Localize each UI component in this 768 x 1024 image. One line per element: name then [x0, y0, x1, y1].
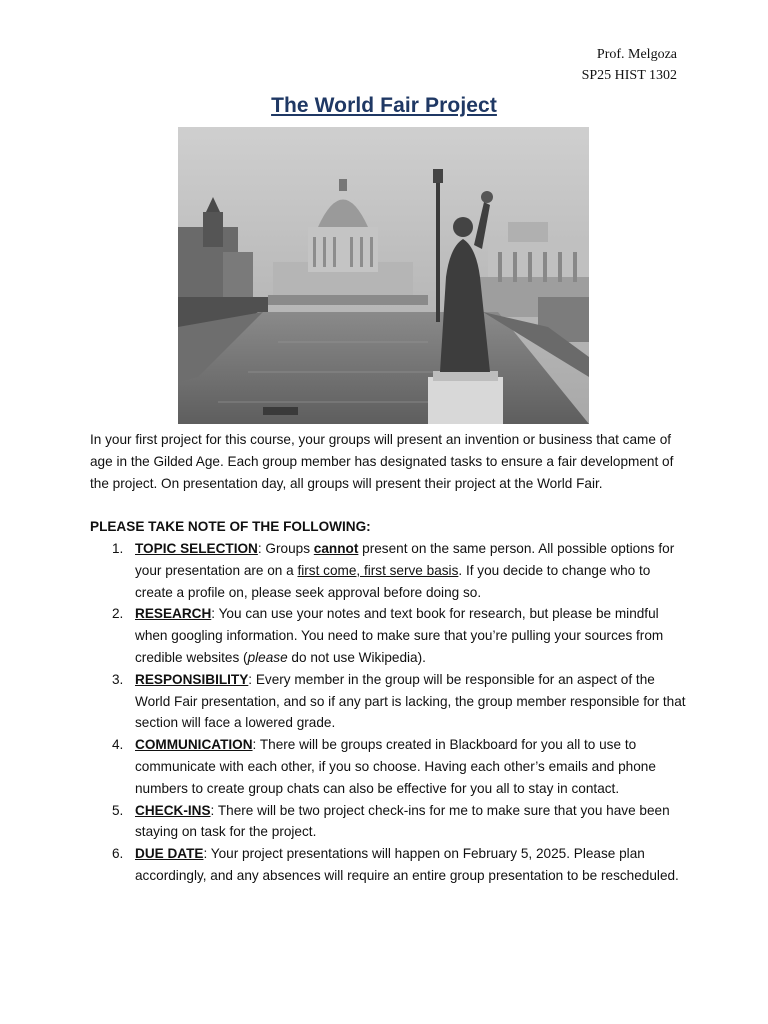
list-item-due-date: [90, 843, 690, 887]
term-check-ins: CHECK-INS: [135, 802, 211, 818]
item-text: : There will be groups created in Blackboard for you all to use to communicate with each other, if you so choose. Having each other’s emails and phone numbers to create group chats can also be effective for you all to stay in contact.: [135, 737, 656, 796]
list-number: 5.: [112, 802, 124, 818]
term-due-date: DUE DATE: [135, 846, 204, 862]
emphasis-cannot: cannot: [313, 541, 359, 556]
term-topic-selection: TOPIC SELECTION: [135, 541, 258, 556]
item-text: . If you decide to change who to create a profile on, please seek approval before doing so.: [135, 562, 651, 600]
intro-paragraph: In your first project for this course, your groups will present an invention or business that came of age in the Gilded Age. Each group member has designated tasks to ensure a fair development of the project. On presentation day, all groups will present their project at the World Fair.: [90, 432, 674, 491]
emphasis-first-come: first come, first serve basis: [297, 562, 459, 578]
page-title: The World Fair Project: [271, 94, 497, 117]
item-text: : Groups: [257, 541, 314, 556]
item-text: : Your project presentations will happen on February 5, 2025. Please plan accordingly, and any absences will require an entire group presentation to be rescheduled.: [135, 846, 679, 883]
list-number: 6.: [112, 846, 124, 862]
note-heading: PLEASE TAKE NOTE OF THE FOLLOWING:: [90, 519, 371, 534]
item-text: : There will be two project check-ins for me to make sure that you have been staying on task for the project.: [135, 802, 670, 840]
item-text: : You can use your notes and text book for research, but please be mindful when googling information. You need to make sure that you’re pulling your sources from credible websites (: [135, 606, 664, 665]
list-number: 2.: [112, 606, 124, 622]
instructions-list: [90, 538, 690, 887]
world-fair-photo-illustration: [178, 127, 589, 424]
list-number: 1.: [112, 541, 124, 556]
term-research: RESEARCH: [135, 606, 212, 622]
course-code: SP25 HIST 1302: [581, 68, 677, 83]
professor-name: Prof. Melgoza: [596, 47, 677, 62]
list-item-check-ins: [90, 800, 690, 844]
course-header: [582, 44, 677, 86]
list-number: 4.: [112, 737, 124, 753]
list-item-communication: [90, 734, 690, 799]
term-responsibility: RESPONSIBILITY: [135, 671, 249, 687]
term-communication: COMMUNICATION: [135, 737, 253, 753]
list-item-research: [90, 603, 690, 668]
item-text: present on the same person. All possible options for your presentation are on a: [135, 541, 675, 578]
list-item-topic-selection: [90, 538, 690, 603]
item-text: : Every member in the group will be responsible for an aspect of the World Fair presentation, and so if any part is lacking, the group member responsible for that section will face a lowered grade.: [135, 671, 686, 731]
emphasis-please: please: [247, 649, 288, 665]
world-fair-photo: [178, 127, 589, 424]
list-number: 3.: [112, 671, 124, 687]
item-text: do not use Wikipedia).: [287, 649, 426, 665]
list-item-responsibility: [90, 669, 690, 734]
